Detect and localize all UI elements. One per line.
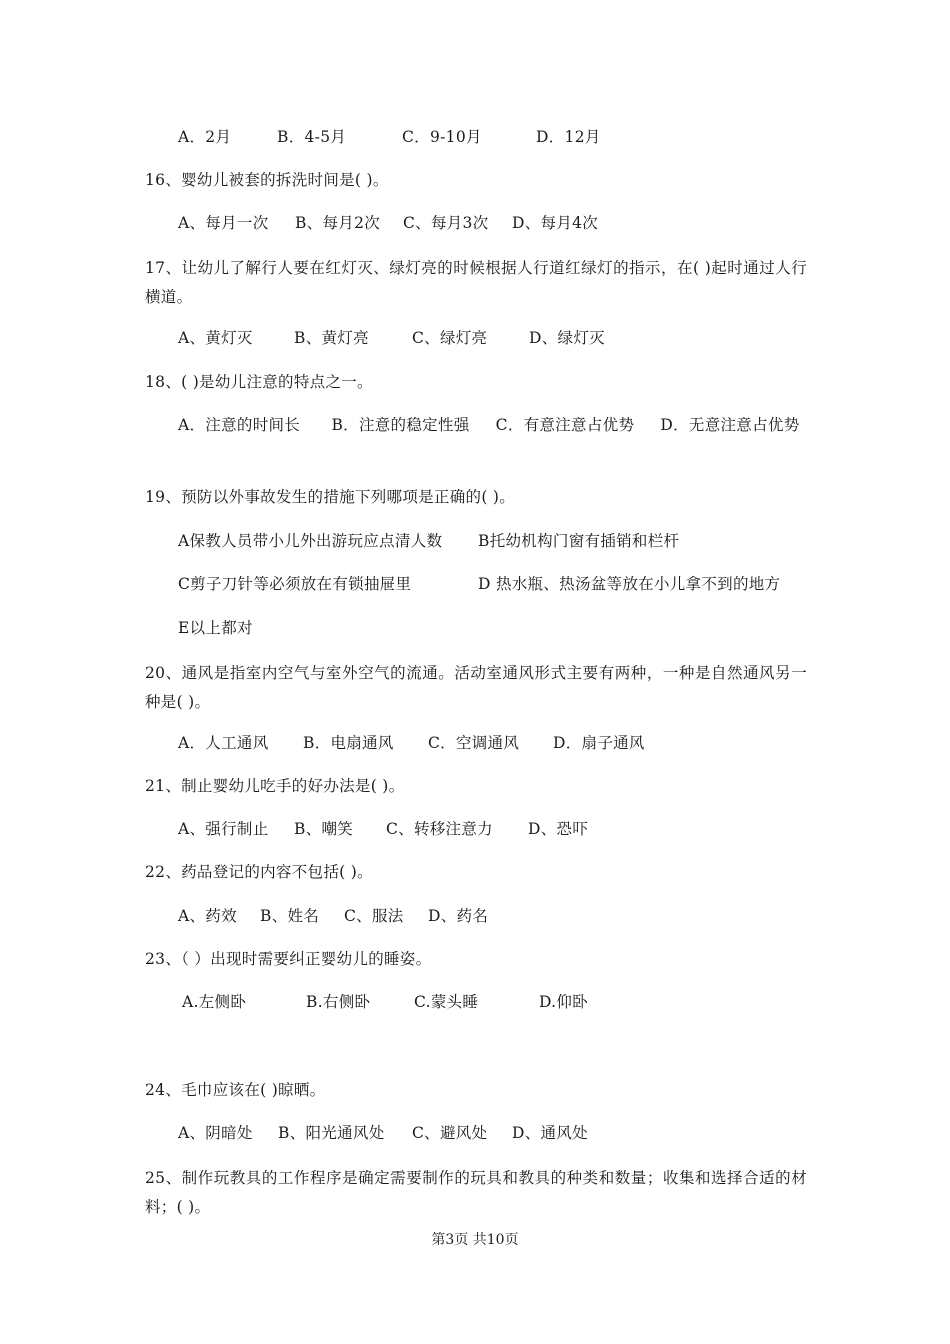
q24-option-b: B、阳光通风处 — [278, 1124, 385, 1142]
q20-option-c: C．空调通风 — [428, 734, 520, 752]
q21-option-b: B、嘲笑 — [294, 820, 354, 838]
q19-option-d: D 热水瓶、热汤盆等放在小儿拿不到的地方 — [478, 575, 781, 593]
q23-option-b: B.右侧卧 — [306, 993, 371, 1011]
q23-question: 23、（ ）出现时需要纠正婴幼儿的睡姿。 — [145, 950, 432, 968]
q24-option-a: A、阴暗处 — [178, 1124, 253, 1142]
q17-option-a: A、黄灯灭 — [178, 329, 253, 347]
q18-options: A．注意的时间长 B．注意的稳定性强 C．有意注意占优势 D．无意注意占优势 — [178, 416, 800, 434]
q20-question: 20、通风是指室内空气与室外空气的流通。活动室通风形式主要有两种，一种是自然通风另一种是( )。 — [145, 664, 807, 711]
q24-option-c: C、避风处 — [412, 1124, 488, 1142]
q16-option-a: A、每月一次 — [178, 214, 269, 232]
page-number: 第3页 共10页 — [431, 1232, 519, 1248]
q16-option-d: D、每月4次 — [512, 214, 599, 232]
q19-option-a: A保教人员带小儿外出游玩应点清人数 — [178, 532, 443, 550]
q15-option-a: A．2月 — [178, 128, 232, 146]
q23-option-d: D.仰卧 — [539, 993, 589, 1011]
q22-option-d: D、药名 — [428, 907, 489, 925]
q20-option-a: A．人工通风 — [178, 734, 269, 752]
q16-option-b: B、每月2次 — [295, 214, 381, 232]
q17-option-d: D、绿灯灭 — [529, 329, 605, 347]
q25-question: 25、制作玩教具的工作程序是确定需要制作的玩具和教具的种类和数量；收集和选择合适的材料；( )。 — [145, 1169, 807, 1216]
q17-option-b: B、黄灯亮 — [294, 329, 369, 347]
q22-option-c: C、服法 — [344, 907, 404, 925]
q15-option-d: D．12月 — [536, 128, 601, 146]
q17-option-c: C、绿灯亮 — [412, 329, 488, 347]
q19-option-e: E以上都对 — [178, 619, 253, 637]
q24-option-d: D、通风处 — [512, 1124, 588, 1142]
q23-option-a: A.左侧卧 — [182, 993, 247, 1011]
q22-option-b: B、姓名 — [260, 907, 320, 925]
q15-option-b: B．4-5月 — [277, 128, 347, 146]
q22-question: 22、药品登记的内容不包括( )。 — [145, 863, 373, 881]
q16-option-c: C、每月3次 — [403, 214, 489, 232]
q24-question: 24、毛巾应该在( )晾晒。 — [145, 1081, 326, 1099]
q17-question: 17、让幼儿了解行人要在红灯灭、绿灯亮的时候根据人行道红绿灯的指示，在( )起时通过人行横道。 — [145, 259, 807, 306]
q23-option-c: C.蒙头睡 — [414, 993, 479, 1011]
q19-option-b: B托幼机构门窗有插销和栏杆 — [478, 532, 680, 550]
q22-option-a: A、药效 — [178, 907, 237, 925]
q19-option-c: C剪子刀针等必须放在有锁抽屉里 — [178, 575, 412, 593]
q21-option-c: C、转移注意力 — [386, 820, 493, 838]
q19-question: 19、预防以外事故发生的措施下列哪项是正确的( )。 — [145, 488, 516, 506]
q18-question: 18、( )是幼儿注意的特点之一。 — [145, 373, 373, 391]
q21-option-d: D、恐吓 — [528, 820, 589, 838]
q15-option-c: C．9-10月 — [402, 128, 482, 146]
q20-option-d: D．扇子通风 — [553, 734, 645, 752]
q21-question: 21、制止婴幼儿吃手的好办法是( )。 — [145, 777, 405, 795]
q20-option-b: B．电扇通风 — [303, 734, 394, 752]
q21-option-a: A、强行制止 — [178, 820, 269, 838]
q16-question: 16、婴幼儿被套的拆洗时间是( )。 — [145, 171, 389, 189]
